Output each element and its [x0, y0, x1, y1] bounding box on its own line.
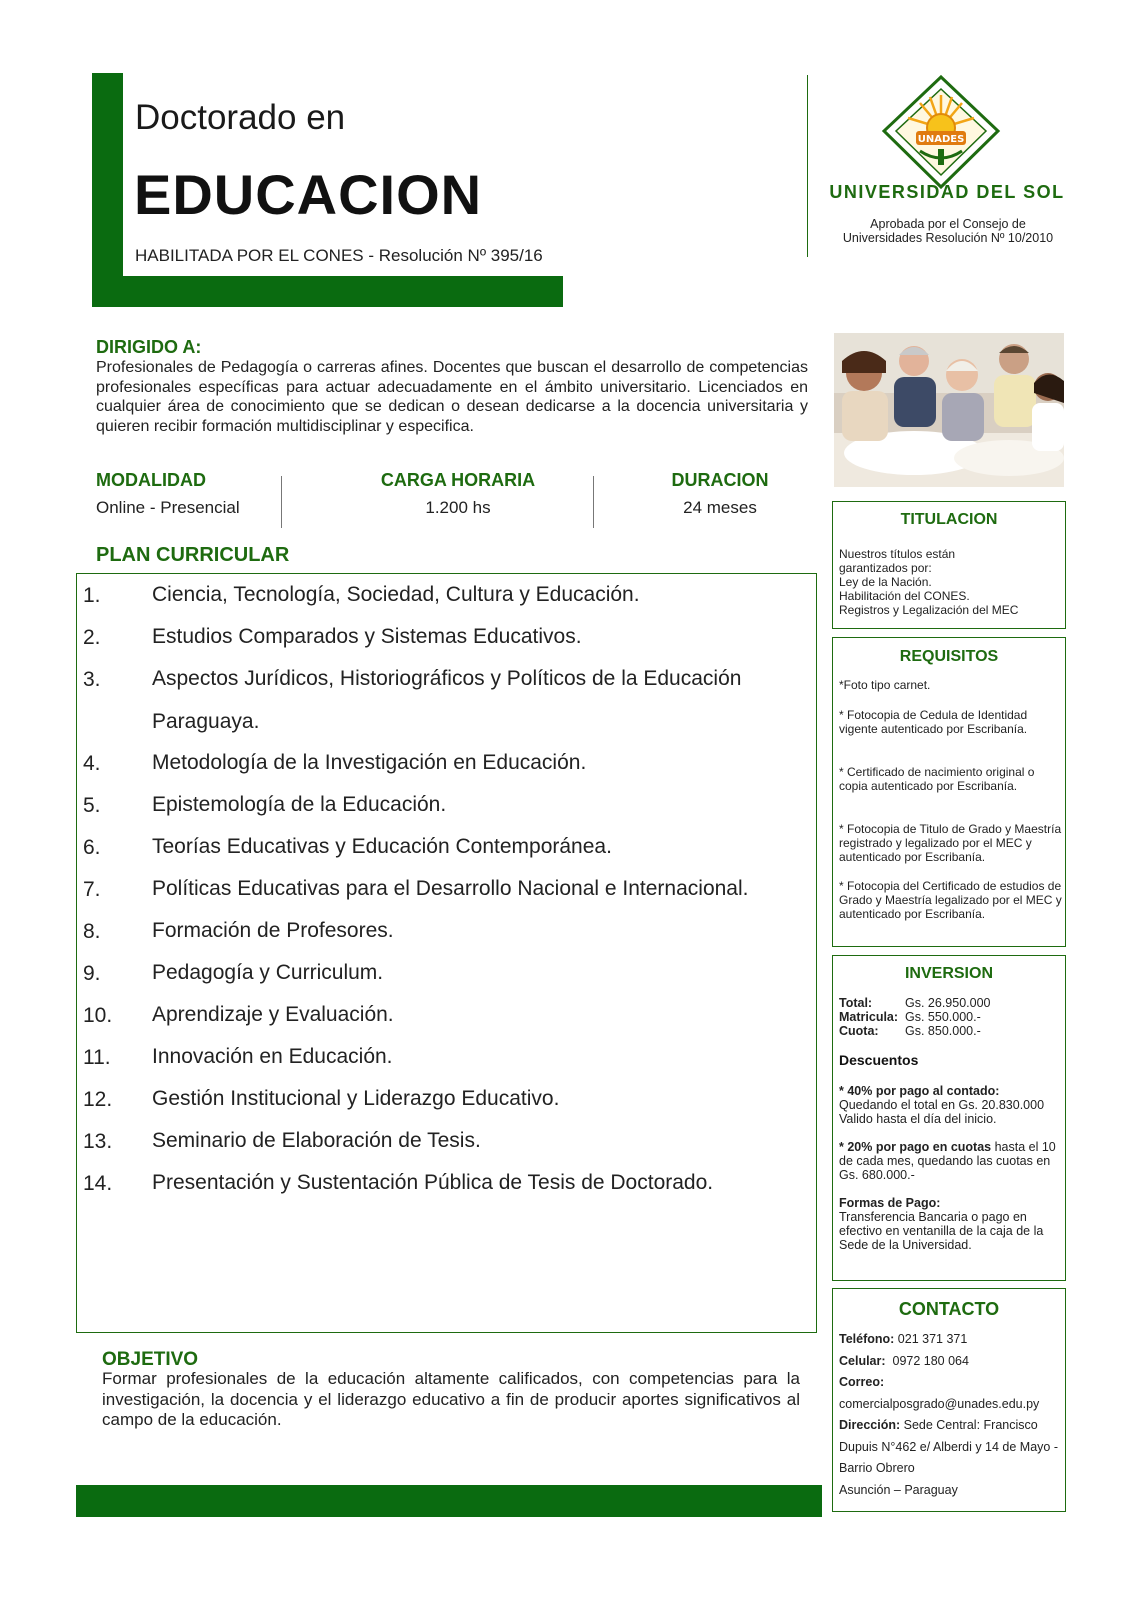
- plan-item-number: 2.: [83, 626, 101, 649]
- telefono-value[interactable]: 021 371 371: [894, 1332, 968, 1346]
- titulacion-line: Habilitación del CONES.: [839, 589, 970, 603]
- plan-item-number: 4.: [83, 752, 101, 775]
- header-accent-bar-vertical: [92, 73, 123, 307]
- university-name: UNIVERSIDAD DEL SOL: [829, 182, 1065, 202]
- plan-item-text: Innovación en Educación.: [152, 1045, 393, 1068]
- header-divider: [807, 75, 808, 257]
- cuota-value: Gs. 850.000.-: [905, 1024, 981, 1038]
- celular-label: Celular:: [839, 1353, 886, 1368]
- descuento-cuotas: [839, 1140, 1065, 1182]
- descuento-cuotas-text: hasta el 10 de cada mes, quedando las cuotas en Gs. 680.000.-: [839, 1140, 1056, 1182]
- matricula-label: Matricula:: [839, 1010, 899, 1024]
- university-logo: [880, 73, 1002, 191]
- celular-value[interactable]: 0972 180 064: [885, 1353, 969, 1368]
- plan-item-text: Aspectos Jurídicos, Historiográficos y Políticos de la Educación Paraguaya.: [152, 667, 742, 733]
- plan-item-number: 7.: [83, 878, 101, 901]
- direccion-value: Sede Central: Francisco Dupuis N°462 e/ Alberdi y 14 de Mayo - Barrio Obrero: [839, 1418, 1059, 1475]
- requisitos-title: REQUISITOS: [899, 648, 999, 665]
- cuota-label: Cuota:: [839, 1024, 879, 1038]
- requisito-item: * Certificado de nacimiento original o copia autenticado por Escribanía.: [839, 765, 1035, 793]
- plan-item-text: Metodología de la Investigación en Educación.: [152, 751, 587, 774]
- approval-line-1: Aprobada por el Consejo de: [870, 217, 1026, 231]
- titulacion-title: TITULACION: [900, 511, 998, 528]
- direccion-line: [839, 1415, 1065, 1480]
- plan-item-text: Pedagogía y Curriculum.: [152, 961, 384, 984]
- objetivo-title: OBJETIVO: [102, 1349, 199, 1370]
- correo-label: Correo:: [839, 1375, 885, 1389]
- duracion-label: DURACION: [671, 470, 769, 490]
- university-approval: [820, 217, 1076, 245]
- titulacion-text: [839, 547, 1063, 617]
- titulacion-line: Ley de la Nación.: [839, 575, 932, 589]
- celular-line: [839, 1351, 1065, 1373]
- plan-item-number: 3.: [83, 668, 101, 691]
- descuento-contado-label: * 40% por pago al contado:: [839, 1084, 1000, 1098]
- carga-horaria-column: [368, 470, 548, 518]
- telefono-line: [839, 1329, 1065, 1351]
- plan-item-text: Aprendizaje y Evaluación.: [152, 1003, 394, 1026]
- formas-de-pago-text: Transferencia Bancaria o pago en efectivo en ventanilla de la caja de la Sede de la Universidad.: [839, 1210, 1044, 1252]
- descuento-contado-text: Quedando el total en Gs. 20.830.000 Valido hasta el día del inicio.: [839, 1098, 1045, 1126]
- matricula-value: Gs. 550.000.-: [905, 1010, 981, 1024]
- plan-item-text: Estudios Comparados y Sistemas Educativos.: [152, 625, 582, 648]
- carga-horaria-value: 1.200 hs: [425, 498, 491, 517]
- contacto-box: [832, 1288, 1066, 1512]
- plan-item-text: Ciencia, Tecnología, Sociedad, Cultura y Educación.: [152, 583, 640, 606]
- dirigido-title: DIRIGIDO A:: [96, 337, 202, 357]
- plan-curricular-title: PLAN CURRICULAR: [96, 544, 290, 566]
- titulacion-line: Nuestros títulos están: [839, 547, 956, 561]
- plan-item-text: Formación de Profesores.: [152, 919, 394, 942]
- titulacion-line: Registros y Legalización del MEC: [839, 603, 1019, 617]
- approval-line-2: Universidades Resolución Nº 10/2010: [842, 231, 1054, 245]
- plan-item-number: 1.: [83, 584, 101, 607]
- inversion-total-row: [839, 996, 990, 1010]
- titulacion-line: garantizados por:: [839, 561, 932, 575]
- plan-item-number: 13.: [83, 1130, 113, 1153]
- footer-accent-bar: [76, 1485, 822, 1517]
- header-subtitle: HABILITADA POR EL CONES - Resolución Nº 395/16: [135, 246, 543, 265]
- carga-horaria-label: CARGA HORARIA: [380, 470, 536, 490]
- duracion-value: 24 meses: [683, 498, 757, 517]
- requisito-item: *Foto tipo carnet.: [839, 678, 931, 692]
- plan-item-number: 11.: [83, 1046, 111, 1069]
- plan-item-text: Epistemología de la Educación.: [152, 793, 447, 816]
- plan-item-number: 8.: [83, 920, 101, 943]
- requisitos-box: [832, 637, 1066, 947]
- plan-item-text: Seminario de Elaboración de Tesis.: [152, 1129, 481, 1152]
- descuentos-title: Descuentos: [839, 1052, 919, 1068]
- descuento-contado: [839, 1084, 1065, 1126]
- correo-line: [839, 1372, 1065, 1394]
- plan-item-number: 12.: [83, 1088, 113, 1111]
- info-separator: [593, 476, 594, 528]
- objetivo-text: Formar profesionales de la educación altamente calificados, con competencias para la investigación, la docencia y el liderazgo educativo a fin de producir aportes significativos al campo de la educación.: [102, 1369, 800, 1429]
- inversion-box: [832, 955, 1066, 1281]
- plan-item-number: 10.: [83, 1004, 113, 1027]
- total-value: Gs. 26.950.000: [905, 996, 991, 1010]
- correo-value[interactable]: comercialposgrado@unades.edu.py: [839, 1396, 1040, 1411]
- total-label: Total:: [839, 996, 873, 1010]
- modalidad-column: [96, 470, 266, 518]
- students-photo: [834, 333, 1064, 487]
- header-main-title: EDUCACION: [134, 163, 483, 226]
- plan-item-text: Políticas Educativas para el Desarrollo Nacional e Internacional.: [152, 877, 749, 900]
- plan-item-number: 14.: [83, 1172, 113, 1195]
- info-separator: [281, 476, 282, 528]
- svg-text:UNADES: UNADES: [917, 134, 965, 145]
- dirigido-text: Profesionales de Pedagogía o carreras afines. Docentes que buscan el desarrollo de competencias profesionales específicas para actuar adecuadamente en el ámbito universitario. Licenciados en cualquier área de conocimiento que se dedican o desean dedicarse a la docencia universitaria y quieren recibir formación multidisciplinar y especifica.: [96, 359, 808, 435]
- plan-item-number: 6.: [83, 836, 101, 859]
- header-accent-bar-horizontal: [92, 276, 563, 307]
- plan-item-number: 9.: [83, 962, 101, 985]
- duracion-column: [655, 470, 785, 518]
- requisito-item: * Fotocopia de Titulo de Grado y Maestría registrado y legalizado por el MEC y autenticado por Escribanía.: [839, 822, 1062, 864]
- formas-de-pago: [839, 1196, 1065, 1252]
- plan-item-number: 5.: [83, 794, 101, 817]
- modalidad-value: Online - Presencial: [96, 498, 240, 517]
- inversion-title: INVERSION: [904, 965, 993, 982]
- modalidad-label: MODALIDAD: [96, 470, 206, 490]
- requisito-item: * Fotocopia del Certificado de estudios de Grado y Maestría legalizado por el MEC y autenticado por Escribanía.: [839, 879, 1062, 921]
- formas-de-pago-label: Formas de Pago:: [839, 1196, 941, 1210]
- plan-curricular-box: [76, 573, 817, 1333]
- contacto-title: CONTACTO: [898, 1299, 1000, 1319]
- ciudad-line: Asunción – Paraguay: [839, 1482, 958, 1497]
- inversion-matricula-row: [839, 1010, 981, 1024]
- plan-item-text: Gestión Institucional y Liderazgo Educativo.: [152, 1087, 560, 1110]
- descuento-cuotas-label: * 20% por pago en cuotas: [839, 1140, 992, 1154]
- direccion-label: Dirección:: [839, 1418, 901, 1432]
- telefono-label: Teléfono:: [839, 1332, 895, 1346]
- plan-item-text: Presentación y Sustentación Pública de Tesis de Doctorado.: [152, 1171, 714, 1194]
- header-pre-title: Doctorado en: [135, 98, 346, 137]
- requisito-item: * Fotocopia de Cedula de Identidad vigente autenticado por Escribanía.: [839, 708, 1028, 736]
- inversion-cuota-row: [839, 1024, 981, 1038]
- plan-item-text: Teorías Educativas y Educación Contemporánea.: [152, 835, 612, 858]
- titulacion-box: [832, 501, 1066, 629]
